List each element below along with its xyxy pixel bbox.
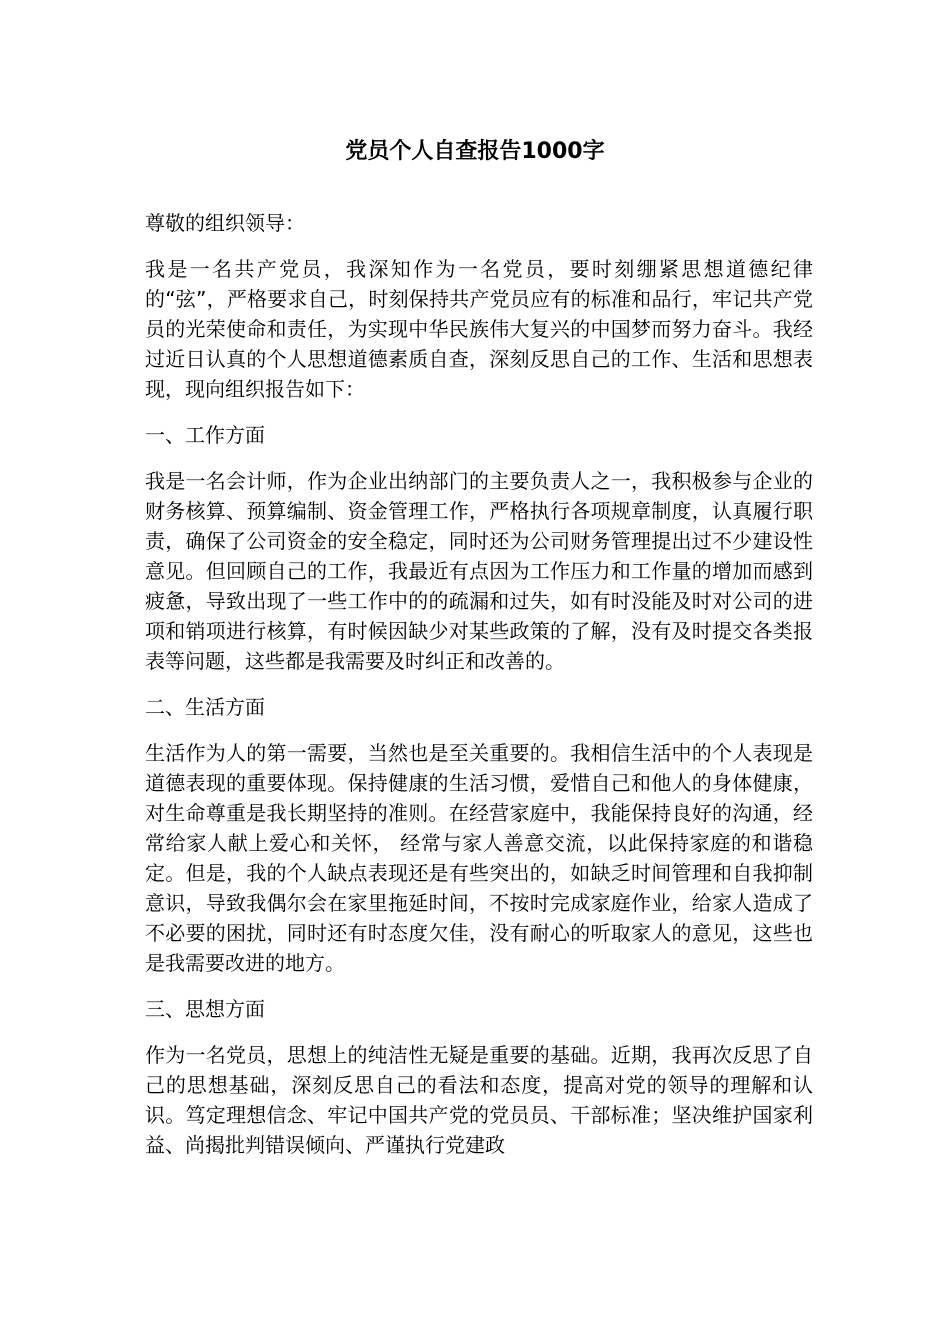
salutation: 尊敬的组织领导：	[145, 211, 305, 235]
section-heading-thought: 三、思想方面	[145, 997, 265, 1021]
section-paragraph-thought: 作为一名党员，思想上的纯洁性无疑是重要的基础。近期，我再次反思了自己的思想基础，深刻反思自己的看法和态度，提高对党的领导的理解和认识。笃定理想信念、牢记中国共产党的党员员、干部标准；坚决维护国家利益、尚揭批判错误倾向、严谨执行党建政	[145, 1043, 813, 1157]
document-body	[145, 208, 813, 1176]
section-heading-work: 一、工作方面	[145, 423, 265, 447]
section-paragraph-life: 生活作为人的第一需要，当然也是至关重要的。我相信生活中的个人表现是道德表现的重要体现。保持健康的生活习惯，爱惜自己和他人的身体健康，对生命尊重是我长期坚持的准则。在经营家庭中，我能保持良好的沟通，经常给家人献上爱心和关怀， 经常与家人善意交流，以此保持家庭的和谐稳定。但是，我的个人缺点表现还是有些突出的，如缺乏时间管理和自我抑制意识，导致我偶尔会在家里拖延时间，不按时完成家庭作业，给家人造成了不必要的困扰，同时还有时态度欠佳，没有耐心的听取家人的意见，这些也是我需要改进的地方。	[145, 741, 813, 975]
intro-paragraph: 我是一名共产党员，我深知作为一名党员，要时刻绷紧思想道德纪律的“弦”，严格要求自己，时刻保持共产党员应有的标准和品行，牢记共产党员的光荣使命和责任，为实现中华民族伟大复兴的中国梦而努力奋斗。我经过近日认真的个人思想道德素质自查，深刻反思自己的工作、生活和思想表现，现向组织报告如下：	[145, 257, 813, 401]
section-paragraph-work: 我是一名会计师，作为企业出纳部门的主要负责人之一，我积极参与企业的财务核算、预算编制、资金管理工作，严格执行各项规章制度，认真履行职责，确保了公司资金的安全稳定，同时还为公司财务管理提出过不少建设性意见。但回顾自己的工作，我最近有点因为工作压力和工作量的增加而感到疲惫，导致出现了一些工作中的的疏漏和过失，如有时没能及时对公司的进项和销项进行核算，有时候因缺少对某些政策的了解，没有及时提交各类报表等问题，这些都是我需要及时纠正和改善的。	[145, 469, 813, 673]
document-title: 党员个人自查报告1000字	[345, 139, 605, 164]
section-heading-life: 二、生活方面	[145, 695, 265, 719]
